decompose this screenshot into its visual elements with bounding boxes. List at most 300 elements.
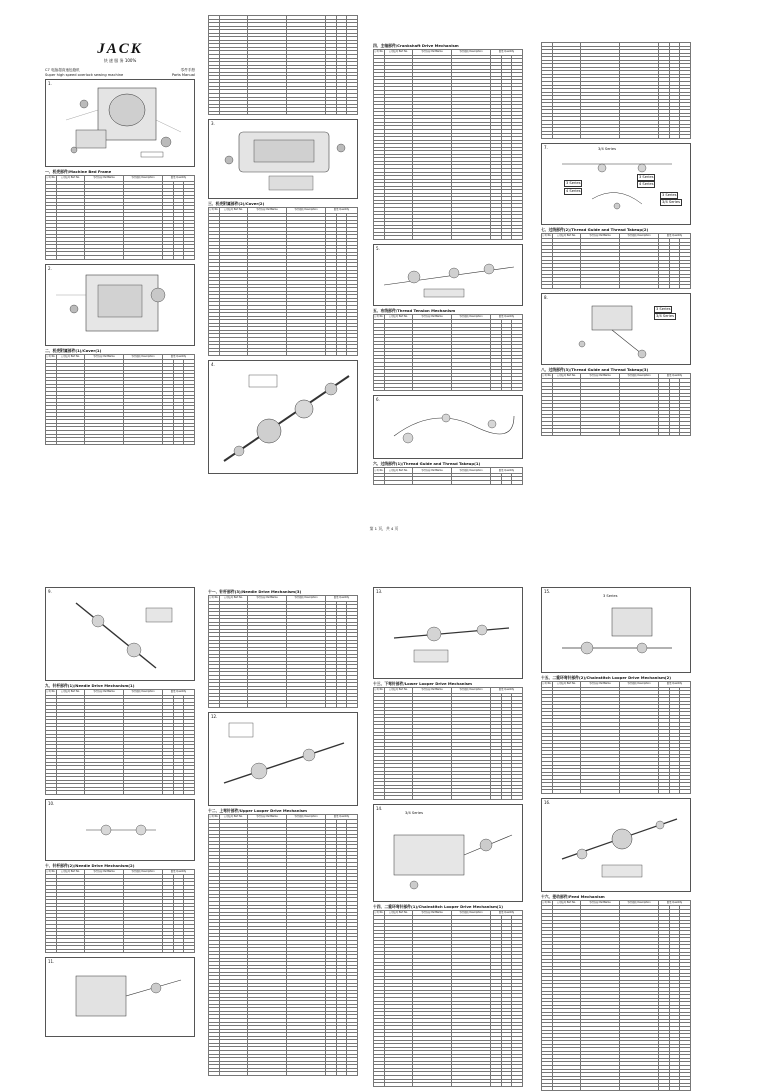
table-header-cell: 公司编号 Part No. xyxy=(552,373,580,379)
table-cell xyxy=(326,1072,337,1076)
table-header-cell: 零件名称 PartName xyxy=(581,373,620,379)
table-cell xyxy=(512,796,523,800)
section-heading-5: 五、布线部件/Thread Tension Mechanism xyxy=(373,307,456,313)
table-row xyxy=(374,796,523,800)
figure-10-drawing xyxy=(46,800,195,860)
table-row xyxy=(542,432,691,436)
table-cell xyxy=(163,441,174,445)
table-header-cell: 数量 Quantity xyxy=(659,682,691,688)
table-cell xyxy=(347,111,358,115)
parts-table-7 xyxy=(541,233,691,289)
column-3 xyxy=(373,15,523,485)
manual-title-cn: 零件手册 xyxy=(180,68,195,72)
table-cell xyxy=(542,790,553,794)
table-cell xyxy=(384,480,412,484)
table-cell xyxy=(552,790,580,794)
parts-table-9 xyxy=(45,689,195,795)
parts-table-16 xyxy=(541,900,691,1091)
table-header-cell: 数量 Quantity xyxy=(491,688,523,694)
figure-label: 3/4 Series xyxy=(662,199,680,204)
table-cell xyxy=(552,135,580,139)
table-cell xyxy=(336,352,347,356)
figure-1-drawing xyxy=(46,80,195,166)
table-row xyxy=(374,387,523,391)
figure-2-drawing xyxy=(46,265,195,345)
parts-table xyxy=(208,814,358,1076)
table-cell xyxy=(552,285,580,289)
table-header-cell: 序号 No. xyxy=(374,50,384,54)
table-header-cell: 数量 Quantity xyxy=(163,354,195,360)
model-title-cn: C7 电脑超高速包缝机 xyxy=(45,68,80,72)
parts-table xyxy=(45,689,195,795)
table-cell xyxy=(669,285,680,289)
section-heading-14: 十四、二重环弯针部件(1)/Chainstitch Looper Drive Mechanism(1) xyxy=(373,903,504,909)
figure-8-drawing xyxy=(542,294,691,364)
table-header-cell: 数量 Quantity xyxy=(163,690,195,696)
table-cell xyxy=(184,791,195,795)
table-header-cell: 公司编号 Part No. xyxy=(384,314,412,320)
table-cell xyxy=(336,704,347,708)
table-cell xyxy=(219,111,247,115)
table-header-cell: 序号 No. xyxy=(46,354,56,358)
table-cell xyxy=(248,1072,287,1076)
table-cell xyxy=(173,949,184,953)
figure-6 xyxy=(373,395,523,459)
table-row xyxy=(209,704,358,708)
table-cell xyxy=(384,387,412,391)
table-cell xyxy=(501,236,512,240)
figure-12 xyxy=(208,712,358,806)
parts-table-12 xyxy=(208,814,358,1076)
parts-table xyxy=(373,687,523,800)
figure-8 xyxy=(541,293,691,365)
table-header-cell: 数量 Quantity xyxy=(659,373,691,379)
table-header-cell: 零件规格 Description xyxy=(452,314,491,320)
parts-table xyxy=(373,910,523,1087)
figure-9 xyxy=(45,587,195,681)
table-row xyxy=(46,949,195,953)
section-heading-4: 四、主轴部件/Crankshaft Drive Mechanism xyxy=(373,43,459,48)
parts-table-3 xyxy=(208,207,358,355)
figure-3 xyxy=(208,119,358,199)
table-cell xyxy=(46,441,57,445)
table-row xyxy=(542,285,691,289)
table-cell xyxy=(347,1072,358,1076)
table-header-cell: 零件规格 Description xyxy=(124,869,163,875)
parts-table xyxy=(373,49,523,240)
page-number: 第 1 页，共 4 页 xyxy=(369,526,399,531)
table-header-cell: 零件名称 PartName xyxy=(413,910,452,916)
section-heading-13: 十三、下弯针部件/Lower Looper Drive Mechanism xyxy=(373,681,472,686)
table-header-cell: 零件规格 Description xyxy=(452,910,491,916)
figure-number: 7. xyxy=(544,144,548,150)
figure-4 xyxy=(208,360,358,474)
table-row xyxy=(542,135,691,139)
table-cell xyxy=(248,352,287,356)
figure-12-drawing xyxy=(209,713,358,805)
figure-number: 6. xyxy=(376,397,380,403)
figure-10 xyxy=(45,799,195,861)
table-cell xyxy=(163,949,174,953)
table-cell xyxy=(184,949,195,953)
table-cell xyxy=(336,1072,347,1076)
table-cell xyxy=(374,236,385,240)
table-cell xyxy=(287,1072,326,1076)
parts-table-14 xyxy=(373,910,523,1087)
parts-table xyxy=(208,15,358,115)
table-cell xyxy=(85,949,124,953)
table-header-cell: 序号 No. xyxy=(209,208,219,212)
column-2 xyxy=(208,15,358,474)
figure-number: 9. xyxy=(48,589,52,594)
table-cell xyxy=(413,387,452,391)
section-heading-1: 一、机壳部件/Machine Bed Frame xyxy=(45,169,112,174)
figure-label: 4 Series xyxy=(566,188,581,193)
table-cell xyxy=(374,387,385,391)
table-header-cell: 零件规格 Description xyxy=(620,373,659,379)
figure-1 xyxy=(45,79,195,167)
column-4 xyxy=(541,15,691,436)
figure-number: 13. xyxy=(376,589,383,594)
figure-5-drawing xyxy=(374,245,523,305)
table-cell xyxy=(659,432,670,436)
table-header-cell: 零件规格 Description xyxy=(452,688,491,694)
table-row xyxy=(46,441,195,445)
figure-15 xyxy=(541,587,691,673)
table-row xyxy=(374,480,523,484)
table-cell xyxy=(209,111,220,115)
table-header-cell: 零件名称 PartName xyxy=(85,869,124,875)
table-cell xyxy=(384,796,412,800)
table-cell xyxy=(620,135,659,139)
table-cell xyxy=(46,255,57,259)
table-header-cell: 公司编号 Part No. xyxy=(552,233,580,239)
brand-tagline: 快 速 服 务 100% xyxy=(103,58,137,63)
table-cell xyxy=(209,1072,220,1076)
figure-number: 1. xyxy=(48,81,52,86)
parts-table-1 xyxy=(45,175,195,260)
table-cell xyxy=(326,352,337,356)
table-cell xyxy=(620,285,659,289)
table-cell xyxy=(552,1087,580,1091)
table-header-cell: 数量 Quantity xyxy=(491,50,523,56)
table-cell xyxy=(501,480,512,484)
table-row xyxy=(209,111,358,115)
figure-number: 11. xyxy=(48,959,55,965)
table-cell xyxy=(452,236,491,240)
table-cell xyxy=(124,791,163,795)
table-cell xyxy=(680,1087,691,1091)
table-cell xyxy=(85,255,124,259)
table-cell xyxy=(56,255,84,259)
table-cell xyxy=(173,441,184,445)
figure-11 xyxy=(45,957,195,1037)
figure-6-drawing xyxy=(374,396,523,458)
column-5 xyxy=(45,587,195,1037)
table-header-cell: 零件规格 Description xyxy=(124,354,163,360)
column-1 xyxy=(45,15,195,445)
figure-number: 15. xyxy=(544,589,551,594)
table-cell xyxy=(491,236,502,240)
table-cell xyxy=(542,135,553,139)
table-header-cell: 序号 No. xyxy=(542,682,552,686)
table-cell xyxy=(163,255,174,259)
table-header-cell: 零件规格 Description xyxy=(287,208,326,214)
parts-table-8 xyxy=(541,373,691,436)
jack-logo: JACK xyxy=(97,41,143,57)
column-6 xyxy=(208,587,358,1076)
table-cell xyxy=(209,352,220,356)
table-header-cell: 公司编号 Part No. xyxy=(56,176,84,182)
table-cell xyxy=(163,791,174,795)
table-cell xyxy=(347,352,358,356)
table-header-cell: 序号 No. xyxy=(374,911,384,915)
section-heading-12: 十二、上弯针部件/Upper Looper Drive Mechanism xyxy=(208,807,307,813)
table-header-cell: 数量 Quantity xyxy=(491,314,523,320)
table-row xyxy=(209,1072,358,1076)
table-cell xyxy=(452,1083,491,1087)
parts-table xyxy=(541,900,691,1091)
figure-9-drawing xyxy=(46,588,195,680)
table-cell xyxy=(85,441,124,445)
figure-3-drawing xyxy=(209,120,358,198)
parts-table-5 xyxy=(373,314,523,391)
table-header-cell: 零件名称 PartName xyxy=(85,354,124,360)
figure-14 xyxy=(373,804,523,902)
parts-table xyxy=(45,869,195,954)
table-header-cell: 序号 No. xyxy=(374,688,384,692)
parts-table-11 xyxy=(208,595,358,708)
table-cell xyxy=(219,352,247,356)
table-cell xyxy=(326,704,337,708)
figure-label: 3 Series xyxy=(639,174,654,179)
table-cell xyxy=(581,285,620,289)
table-cell xyxy=(413,796,452,800)
section-heading-9: 九、针杆部件(1)/Needle Drive Mechanism(1) xyxy=(45,683,135,688)
figure-7 xyxy=(541,143,691,225)
table-header-cell: 序号 No. xyxy=(374,468,384,472)
column-7 xyxy=(373,587,523,1087)
manual-title-en: Parts Manual xyxy=(171,73,195,77)
table-cell xyxy=(287,352,326,356)
figure-label: 3 Series xyxy=(662,192,677,197)
table-cell xyxy=(209,704,220,708)
table-header-cell: 零件名称 PartName xyxy=(581,682,620,688)
table-cell xyxy=(46,791,57,795)
table-header-cell: 零件名称 PartName xyxy=(413,314,452,320)
table-cell xyxy=(659,790,670,794)
figure-label: 3 Series xyxy=(656,306,671,311)
table-cell xyxy=(620,790,659,794)
figure-number: 10. xyxy=(48,800,55,806)
table-cell xyxy=(491,1083,502,1087)
table-row xyxy=(374,236,523,240)
table-header-cell: 数量 Quantity xyxy=(163,176,195,182)
table-header-cell: 公司编号 Part No. xyxy=(219,596,247,602)
figure-number: 14. xyxy=(376,805,383,811)
parts-table-15 xyxy=(541,681,691,794)
table-header-cell: 数量 Quantity xyxy=(326,208,358,214)
table-header-cell: 序号 No. xyxy=(542,233,552,237)
section-heading-2: 二、机壳附属部件(1)/Cover(1) xyxy=(45,347,102,353)
table-cell xyxy=(669,135,680,139)
section-heading-6: 六、过线部件(1)/Thread Guide and Thread Takeup(1) xyxy=(373,461,481,467)
table-cell xyxy=(85,791,124,795)
table-cell xyxy=(491,796,502,800)
table-header-cell: 序号 No. xyxy=(46,869,56,873)
figure-label: 3 Series xyxy=(566,180,581,185)
figure-2 xyxy=(45,264,195,346)
table-cell xyxy=(512,1083,523,1087)
section-heading-11: 十一、针杆部件(3)/Needle Drive Mechanism(3) xyxy=(208,589,302,594)
parts-table xyxy=(541,233,691,289)
table-cell xyxy=(581,135,620,139)
table-header-cell: 零件名称 PartName xyxy=(85,176,124,182)
document-page-2 xyxy=(0,587,768,1092)
table-header-cell: 公司编号 Part No. xyxy=(56,869,84,875)
table-cell xyxy=(56,441,84,445)
table-header-cell: 零件名称 PartName xyxy=(248,208,287,214)
table-header-cell: 零件名称 PartName xyxy=(248,596,287,602)
model-title-en: Super high speed overlock sewing machine xyxy=(45,73,124,77)
table-cell xyxy=(501,796,512,800)
parts-table xyxy=(373,467,523,484)
table-cell xyxy=(287,704,326,708)
figure-13-drawing xyxy=(374,588,523,678)
table-cell xyxy=(669,432,680,436)
figure-number: 12. xyxy=(211,713,218,719)
parts-table xyxy=(541,373,691,436)
parts-table-2-cont xyxy=(208,15,358,115)
table-header-cell: 数量 Quantity xyxy=(326,596,358,602)
table-cell xyxy=(374,480,385,484)
table-cell xyxy=(248,111,287,115)
table-header-cell: 零件规格 Description xyxy=(124,176,163,182)
table-header-cell: 数量 Quantity xyxy=(659,900,691,906)
table-cell xyxy=(326,111,337,115)
section-heading-7: 七、过线部件(2)/Thread Guide and Thread Takeup(2) xyxy=(541,226,649,232)
table-cell xyxy=(347,704,358,708)
table-cell xyxy=(501,387,512,391)
figure-4-drawing xyxy=(209,361,358,473)
table-cell xyxy=(620,1087,659,1091)
table-row xyxy=(542,1087,691,1091)
figure-label: 4 Series xyxy=(639,181,654,186)
table-header-cell: 数量 Quantity xyxy=(491,910,523,916)
table-header-cell: 零件名称 PartName xyxy=(581,900,620,906)
table-cell xyxy=(680,285,691,289)
table-header-cell: 零件规格 Description xyxy=(620,900,659,906)
figure-number: 5. xyxy=(376,245,380,251)
parts-table-2 xyxy=(45,354,195,446)
section-heading-16: 十六、差动部件/Feed Mechanism xyxy=(541,893,605,899)
table-row xyxy=(46,791,195,795)
table-cell xyxy=(336,111,347,115)
section-heading-8: 八、过线部件(3)/Thread Guide and Thread Takeup(3) xyxy=(541,366,649,372)
table-cell xyxy=(491,387,502,391)
parts-table-6-cont xyxy=(541,42,691,139)
table-cell xyxy=(680,432,691,436)
table-cell xyxy=(659,135,670,139)
table-cell xyxy=(552,432,580,436)
table-header-cell: 公司编号 Part No. xyxy=(384,468,412,474)
section-heading-15: 十五、二重环弯针部件(2)/Chainstitch Looper Drive Mechanism(2) xyxy=(541,675,672,680)
parts-table-10 xyxy=(45,869,195,954)
column-8 xyxy=(541,587,691,1091)
table-cell xyxy=(173,791,184,795)
figure-number: 2. xyxy=(48,265,52,271)
table-header-cell: 序号 No. xyxy=(46,176,56,180)
section-heading-3: 三、机壳附属部件(2)/Cover(2) xyxy=(208,201,265,207)
table-cell xyxy=(452,796,491,800)
table-cell xyxy=(124,255,163,259)
figure-number: 3. xyxy=(211,121,215,127)
table-cell xyxy=(659,1087,670,1091)
table-cell xyxy=(581,432,620,436)
table-header-cell: 零件名称 PartName xyxy=(85,690,124,696)
table-cell xyxy=(452,480,491,484)
parts-table-13 xyxy=(373,687,523,800)
table-cell xyxy=(620,432,659,436)
table-cell xyxy=(184,441,195,445)
table-header-cell: 公司编号 Part No. xyxy=(384,50,412,56)
table-cell xyxy=(542,285,553,289)
table-header-cell: 公司编号 Part No. xyxy=(56,690,84,696)
parts-table xyxy=(541,681,691,794)
table-cell xyxy=(374,796,385,800)
table-header-cell: 零件名称 PartName xyxy=(413,50,452,56)
table-cell xyxy=(659,285,670,289)
table-header-cell: 零件规格 Description xyxy=(124,690,163,696)
table-cell xyxy=(413,236,452,240)
figure-label: 3 Series xyxy=(603,594,618,598)
figure-14-drawing xyxy=(374,805,523,901)
table-header-cell: 公司编号 Part No. xyxy=(219,814,247,820)
table-cell xyxy=(219,704,247,708)
table-cell xyxy=(56,791,84,795)
table-cell xyxy=(173,255,184,259)
table-cell xyxy=(184,255,195,259)
table-cell xyxy=(581,1087,620,1091)
table-header-cell: 公司编号 Part No. xyxy=(384,688,412,694)
figure-16-drawing xyxy=(542,799,691,891)
table-cell xyxy=(56,949,84,953)
table-header-cell: 公司编号 Part No. xyxy=(552,682,580,688)
table-header-cell: 零件名称 PartName xyxy=(413,688,452,694)
parts-table xyxy=(45,175,195,260)
table-cell xyxy=(680,790,691,794)
parts-table-4 xyxy=(373,49,523,240)
section-heading-10: 十、针杆部件(2)/Needle Drive Mechanism(2) xyxy=(45,862,135,868)
table-header-cell: 数量 Quantity xyxy=(659,233,691,239)
figure-16 xyxy=(541,798,691,892)
table-header-cell: 数量 Quantity xyxy=(163,869,195,875)
table-header-cell: 零件规格 Description xyxy=(452,468,491,474)
table-header-cell: 序号 No. xyxy=(209,815,219,819)
table-header-cell: 序号 No. xyxy=(374,315,384,319)
table-cell xyxy=(384,236,412,240)
table-cell xyxy=(581,790,620,794)
table-row xyxy=(46,255,195,259)
table-cell xyxy=(501,1083,512,1087)
table-cell xyxy=(124,441,163,445)
table-cell xyxy=(413,480,452,484)
figure-13 xyxy=(373,587,523,679)
parts-table xyxy=(208,207,358,355)
table-header-cell: 公司编号 Part No. xyxy=(56,354,84,360)
table-header-cell: 零件规格 Description xyxy=(452,50,491,56)
table-cell xyxy=(384,1083,412,1087)
